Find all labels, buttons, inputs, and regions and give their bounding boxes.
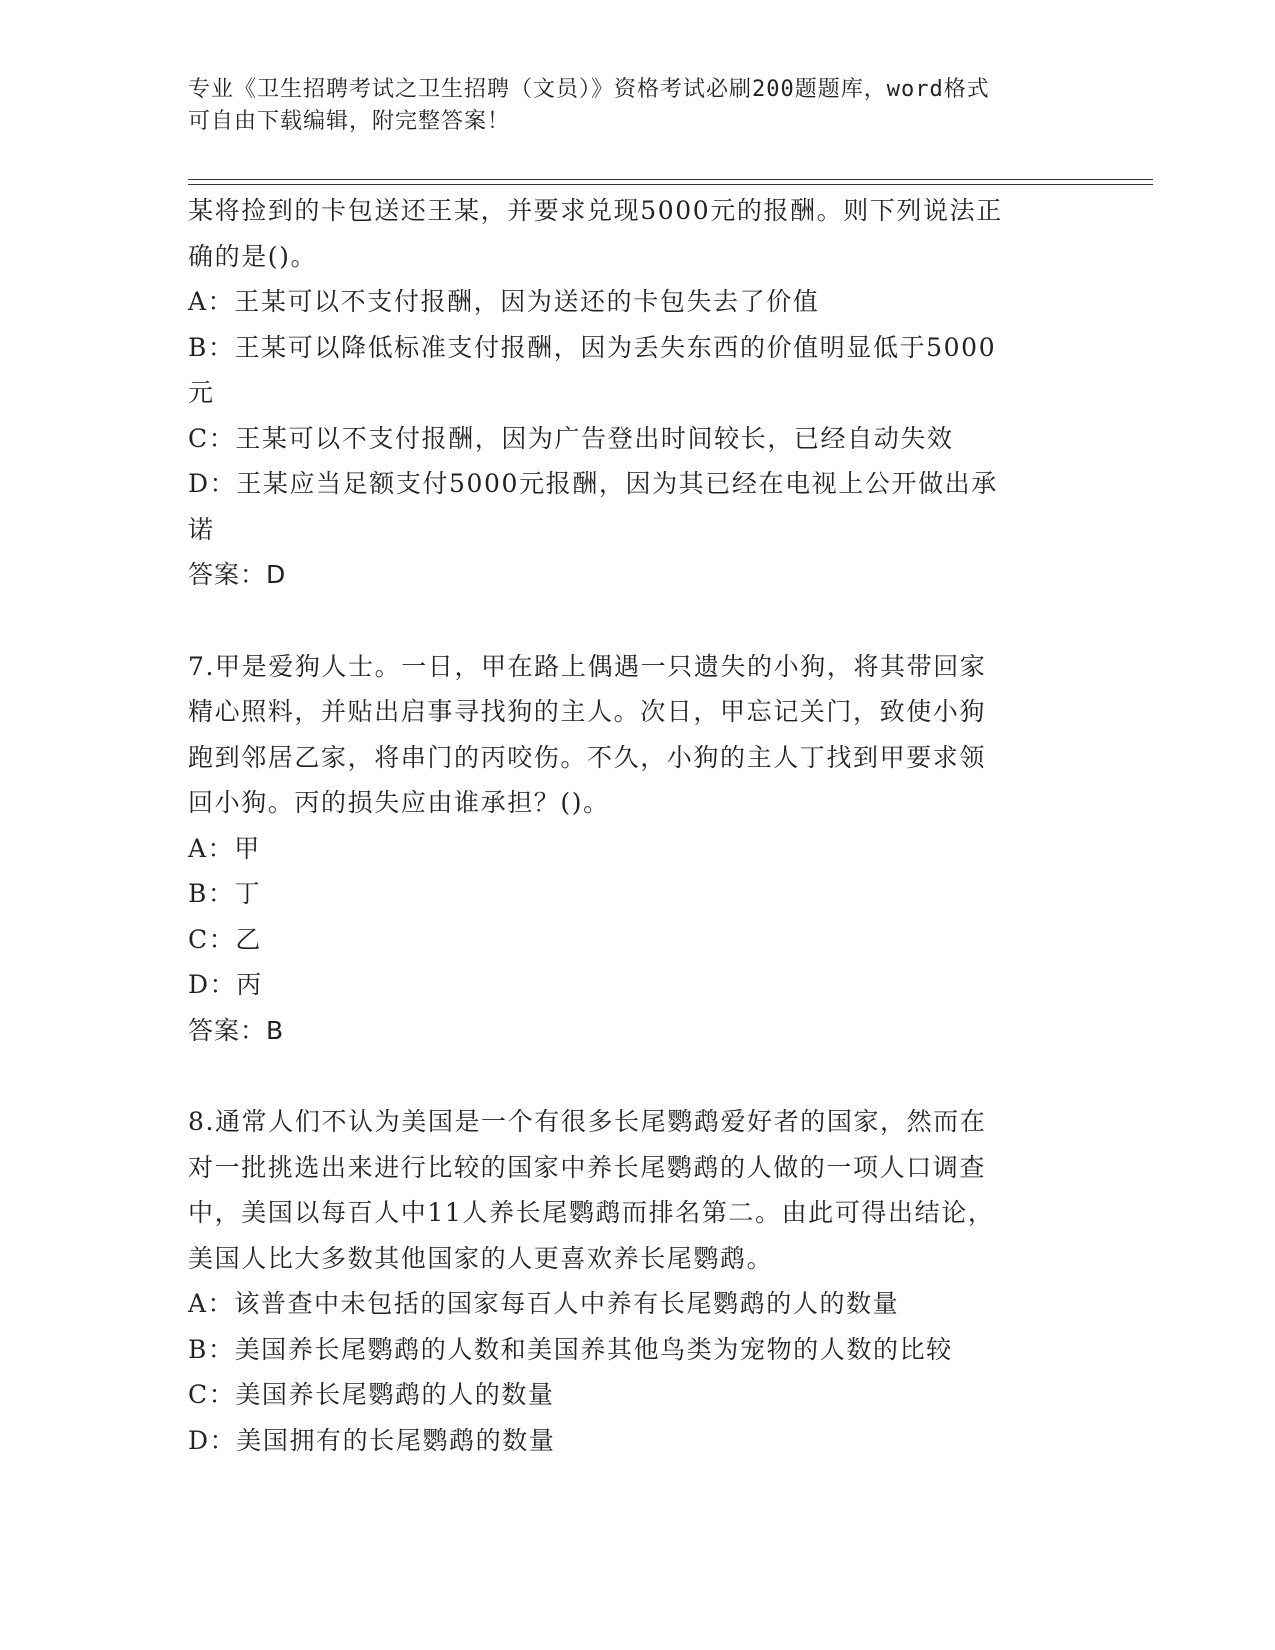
question-8-text-line: 8.通常人们不认为美国是一个有很多长尾鹦鹉爱好者的国家，然而在 <box>188 1107 987 1136</box>
question-6-option-d: D：王某应当足额支付5000元报酬，因为其已经在电视上公开做出承 <box>188 469 998 498</box>
question-7-option-b: B：丁 <box>188 879 262 908</box>
question-7-text-line: 跑到邻居乙家，将串门的丙咬伤。不久，小狗的主人丁找到甲要求领 <box>188 742 987 772</box>
question-7-answer: 答案：B <box>188 1015 285 1045</box>
header-divider-bottom <box>188 184 1153 185</box>
header-line-2: 可自由下载编辑，附完整答案！ <box>188 109 511 134</box>
question-6-text-line: 确的是()。 <box>188 241 318 271</box>
question-8-text-line: 美国人比大多数其他国家的人更喜欢养长尾鹦鹉。 <box>188 1243 774 1273</box>
question-6-option-b: B：王某可以降低标准支付报酬，因为丢失东西的价值明显低于5000 <box>188 332 997 362</box>
question-8 <box>188 1099 1088 1463</box>
question-7-text-line: 回小狗。丙的损失应由谁承担？()。 <box>188 788 610 817</box>
question-6-option-d-continued: 诺 <box>188 514 215 544</box>
question-7-text-line: 精心照料，并贴出启事寻找狗的主人。次日，甲忘记关门，致使小狗 <box>188 697 987 726</box>
question-8-option-d: D：美国拥有的长尾鹦鹉的数量 <box>188 1425 556 1455</box>
spacer <box>188 598 1088 644</box>
question-7 <box>188 644 1088 1054</box>
question-7-option-a: A：甲 <box>188 833 261 863</box>
question-6-option-a: A：王某可以不支付报酬，因为送还的卡包失去了价值 <box>188 287 820 316</box>
question-8-text-line: 中，美国以每百人中11人养长尾鹦鹉而排名第二。由此可得出结论， <box>188 1198 995 1227</box>
question-6-text-line: 某将捡到的卡包送还王某，并要求兑现5000元的报酬。则下列说法正 <box>188 196 1003 225</box>
question-8-option-a: A：该普查中未包括的国家每百人中养有长尾鹦鹉的人的数量 <box>188 1289 900 1318</box>
header-divider-top <box>188 179 1153 180</box>
question-8-option-b: B：美国养长尾鹦鹉的人数和美国养其他鸟类为宠物的人数的比较 <box>188 1334 953 1364</box>
question-8-option-c: C：美国养长尾鹦鹉的人的数量 <box>188 1380 555 1409</box>
question-8-text-line: 对一批挑选出来进行比较的国家中养长尾鹦鹉的人做的一项人口调查 <box>188 1152 987 1182</box>
question-6 <box>188 188 1088 598</box>
question-6-option-b-continued: 元 <box>188 378 215 407</box>
question-7-option-c: C：乙 <box>188 924 262 954</box>
document-header <box>188 74 1068 138</box>
document-body <box>188 188 1088 1463</box>
header-line-1: 专业《卫生招聘考试之卫生招聘（文员）》资格考试必刷200题题库，word格式 <box>188 77 990 102</box>
question-6-answer: 答案：D <box>188 560 287 589</box>
question-7-option-d: D：丙 <box>188 970 263 999</box>
spacer <box>188 1053 1088 1099</box>
question-6-option-c: C：王某可以不支付报酬，因为广告登出时间较长，已经自动失效 <box>188 423 954 453</box>
question-7-text-line: 7.甲是爱狗人士。一日，甲在路上偶遇一只遗失的小狗，将其带回家 <box>188 651 987 681</box>
